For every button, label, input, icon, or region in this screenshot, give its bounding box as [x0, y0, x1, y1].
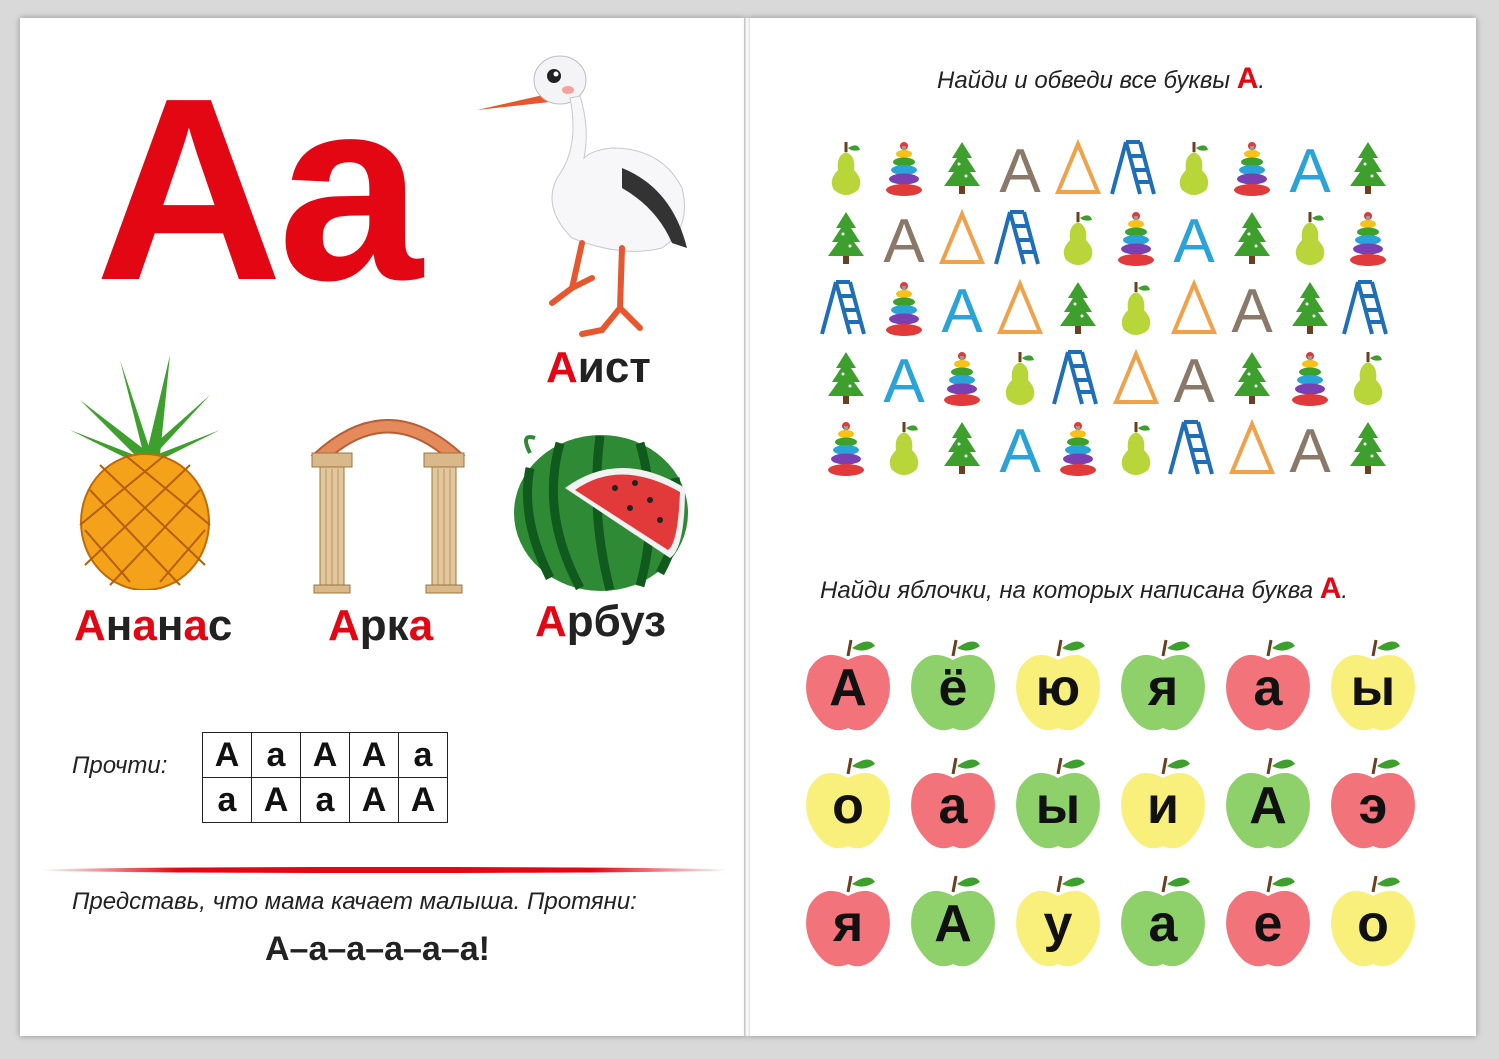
apple-letter: э	[1358, 777, 1388, 835]
tree-icon[interactable]	[1224, 346, 1280, 410]
apple-yellow[interactable]	[803, 758, 893, 848]
letter-a-item[interactable]	[1282, 416, 1338, 480]
apple-red[interactable]	[803, 876, 893, 966]
apple-letter: А	[1249, 777, 1287, 835]
apple-yellow[interactable]	[1013, 640, 1103, 730]
tree-icon[interactable]	[1340, 136, 1396, 200]
svg-text:A: A	[883, 208, 925, 268]
pear-icon[interactable]	[818, 136, 874, 200]
pear-icon[interactable]	[1340, 346, 1396, 410]
read-grid-cell: а	[301, 778, 350, 823]
letter-a-item[interactable]	[876, 346, 932, 410]
apple-letter: о	[832, 777, 864, 835]
letter-a-item[interactable]	[1166, 346, 1222, 410]
read-grid-cell: А	[203, 733, 252, 778]
tree-icon[interactable]	[1340, 416, 1396, 480]
tri-icon[interactable]	[992, 276, 1048, 340]
tri-icon[interactable]	[934, 206, 990, 270]
apple-letter: ю	[1035, 659, 1081, 717]
stork-picture	[472, 38, 702, 348]
pyramid-icon[interactable]	[1050, 416, 1106, 480]
letter-a-item[interactable]	[1282, 136, 1338, 200]
divider-line	[40, 867, 730, 873]
ladder-icon[interactable]	[818, 276, 874, 340]
apple-letter: у	[1043, 895, 1073, 953]
pyramid-icon[interactable]	[818, 416, 874, 480]
tri-icon[interactable]	[1050, 136, 1106, 200]
apple-red[interactable]	[1223, 876, 1313, 966]
apple-green[interactable]	[1118, 640, 1208, 730]
arch-picture	[308, 405, 468, 595]
svg-text:A: A	[999, 418, 1041, 478]
apple-green[interactable]	[908, 640, 998, 730]
read-grid-cell: А	[252, 778, 301, 823]
ladder-icon[interactable]	[1108, 136, 1164, 200]
pineapple-picture	[70, 350, 220, 590]
apple-letter: ы	[1035, 777, 1081, 835]
svg-text:A: A	[883, 348, 925, 408]
apple-yellow[interactable]	[1118, 758, 1208, 848]
apple-red[interactable]	[1328, 758, 1418, 848]
apple-green[interactable]	[1013, 758, 1103, 848]
pyramid-icon[interactable]	[1340, 206, 1396, 270]
svg-text:A: A	[1173, 348, 1215, 408]
apple-red[interactable]	[1223, 640, 1313, 730]
tri-icon[interactable]	[1166, 276, 1222, 340]
pyramid-icon[interactable]	[876, 276, 932, 340]
apple-letter: а	[1253, 659, 1283, 717]
word-aist: Аист	[546, 343, 651, 392]
apple-green[interactable]	[1223, 758, 1313, 848]
read-grid-cell: А	[350, 778, 399, 823]
watermelon-picture	[510, 428, 692, 593]
tree-icon[interactable]	[1224, 206, 1280, 270]
letter-a-item[interactable]	[934, 276, 990, 340]
tree-icon[interactable]	[1282, 276, 1338, 340]
apple-letter: ё	[938, 659, 968, 717]
read-label: Прочти:	[72, 752, 168, 779]
pyramid-icon[interactable]	[1224, 136, 1280, 200]
read-grid	[202, 732, 448, 823]
ladder-icon[interactable]	[1050, 346, 1106, 410]
apple-green[interactable]	[908, 876, 998, 966]
letter-a-item[interactable]	[1166, 206, 1222, 270]
tree-icon[interactable]	[818, 346, 874, 410]
pyramid-icon[interactable]	[934, 346, 990, 410]
letter-a-item[interactable]	[876, 206, 932, 270]
pyramid-icon[interactable]	[1108, 206, 1164, 270]
tree-icon[interactable]	[1050, 276, 1106, 340]
pear-icon[interactable]	[1166, 136, 1222, 200]
tri-icon[interactable]	[1224, 416, 1280, 480]
read-grid-cell: а	[203, 778, 252, 823]
pear-icon[interactable]	[992, 346, 1048, 410]
ladder-icon[interactable]	[992, 206, 1048, 270]
apple-green[interactable]	[1118, 876, 1208, 966]
read-grid-row	[203, 733, 448, 778]
read-grid-cell: а	[252, 733, 301, 778]
svg-text:A: A	[1173, 208, 1215, 268]
letter-a-item[interactable]	[1224, 276, 1280, 340]
imagine-instruction: Представь, что мама качает малыша. Протяни:	[72, 888, 637, 915]
pyramid-icon[interactable]	[1282, 346, 1338, 410]
svg-text:A: A	[1289, 138, 1331, 198]
apple-letter: а	[938, 777, 968, 835]
apple-yellow[interactable]	[1328, 876, 1418, 966]
ladder-icon[interactable]	[1166, 416, 1222, 480]
book-spine	[744, 18, 750, 1036]
svg-text:A: A	[1231, 278, 1273, 338]
apple-red[interactable]	[908, 758, 998, 848]
letter-a-item[interactable]	[992, 136, 1048, 200]
apple-yellow[interactable]	[1013, 876, 1103, 966]
task-find-letters: Найди и обведи все буквы А.	[937, 62, 1266, 95]
read-grid-cell: А	[350, 733, 399, 778]
svg-text:A: A	[999, 138, 1041, 198]
pyramid-icon[interactable]	[876, 136, 932, 200]
svg-text:A: A	[941, 278, 983, 338]
apple-letter: А	[934, 895, 972, 953]
read-grid-cell: А	[399, 778, 448, 823]
apple-letter: е	[1253, 895, 1283, 953]
pear-icon[interactable]	[876, 416, 932, 480]
apple-letter: ы	[1350, 659, 1396, 717]
pear-icon[interactable]	[1108, 276, 1164, 340]
tree-icon[interactable]	[818, 206, 874, 270]
tri-icon[interactable]	[1108, 346, 1164, 410]
read-grid-cell: А	[301, 733, 350, 778]
read-grid-cell: а	[399, 733, 448, 778]
read-grid-row	[203, 778, 448, 823]
pear-icon[interactable]	[1108, 416, 1164, 480]
stretch-sound: А–а–а–а–а–а!	[265, 930, 490, 968]
pear-icon[interactable]	[1050, 206, 1106, 270]
word-arka: Арка	[328, 601, 434, 650]
tree-icon[interactable]	[934, 416, 990, 480]
letter-a-item[interactable]	[992, 416, 1048, 480]
ladder-icon[interactable]	[1340, 276, 1396, 340]
apple-letter: А	[829, 659, 867, 717]
word-arbuz: Арбуз	[535, 597, 667, 646]
svg-text:A: A	[1289, 418, 1331, 478]
tree-icon[interactable]	[934, 136, 990, 200]
pear-icon[interactable]	[1282, 206, 1338, 270]
apple-letter: и	[1147, 777, 1179, 835]
apple-red[interactable]	[803, 640, 893, 730]
apple-yellow[interactable]	[1328, 640, 1418, 730]
apple-letter: о	[1357, 895, 1389, 953]
task-find-apples: Найди яблочки, на которых написана буква А.	[820, 572, 1349, 605]
big-letter-a: Аа	[95, 45, 415, 335]
word-ananas: Ананас	[74, 601, 233, 650]
apple-letter: я	[1147, 659, 1179, 717]
apple-letter: я	[832, 895, 864, 953]
apple-letter: а	[1148, 895, 1178, 953]
